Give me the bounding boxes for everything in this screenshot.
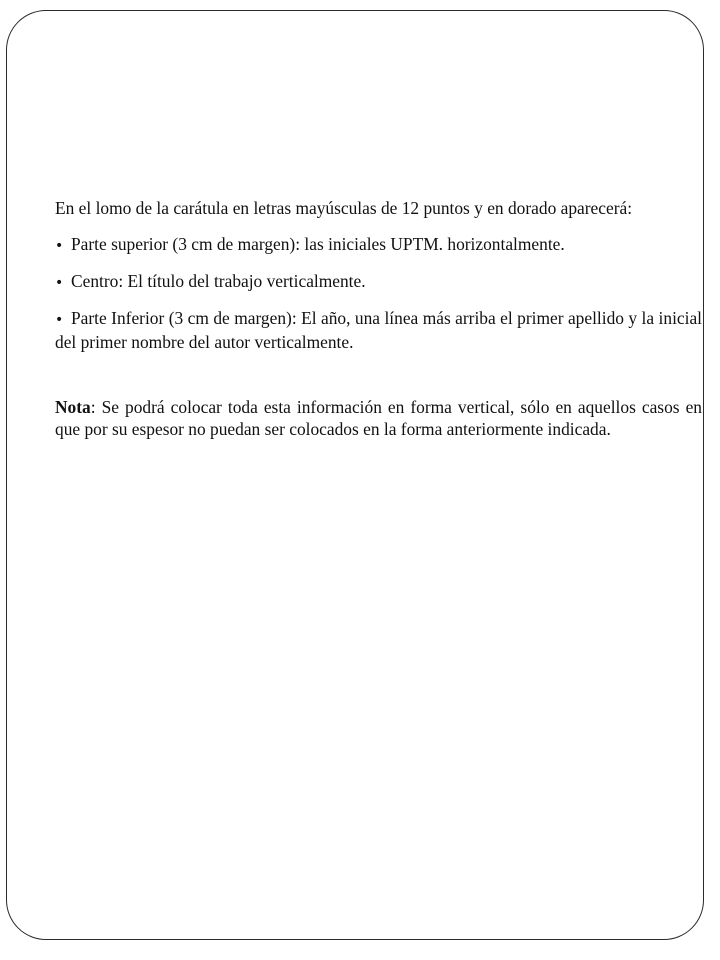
slide-frame (6, 10, 704, 940)
intro-paragraph: En el lomo de la carátula en letras mayúsculas de 12 puntos y en dorado aparecerá: (55, 198, 633, 218)
note-label: Nota (55, 397, 91, 417)
bullet-text: Parte superior (3 cm de margen): las iniciales UPTM. horizontalmente. (71, 234, 565, 254)
bullet-icon: • (55, 275, 64, 291)
bullet-icon: • (55, 312, 64, 328)
bullet-item-top (55, 233, 702, 257)
bullet-item-bottom (55, 307, 702, 353)
bullet-item-center (55, 270, 702, 294)
bullet-text: Centro: El título del trabajo verticalmente. (71, 271, 366, 291)
note-text: : Se podrá colocar toda esta información en forma vertical, sólo en aquellos casos en que por su espesor no puedan ser colocados en la forma anteriormente indicada. (55, 397, 702, 439)
document-body (55, 197, 702, 440)
bullet-text: Parte Inferior (3 cm de margen): El año, una línea más arriba el primer apellido y la inicial del primer nombre del autor verticalmente. (55, 308, 702, 352)
bullet-icon: • (55, 238, 64, 254)
note-paragraph (55, 396, 702, 440)
